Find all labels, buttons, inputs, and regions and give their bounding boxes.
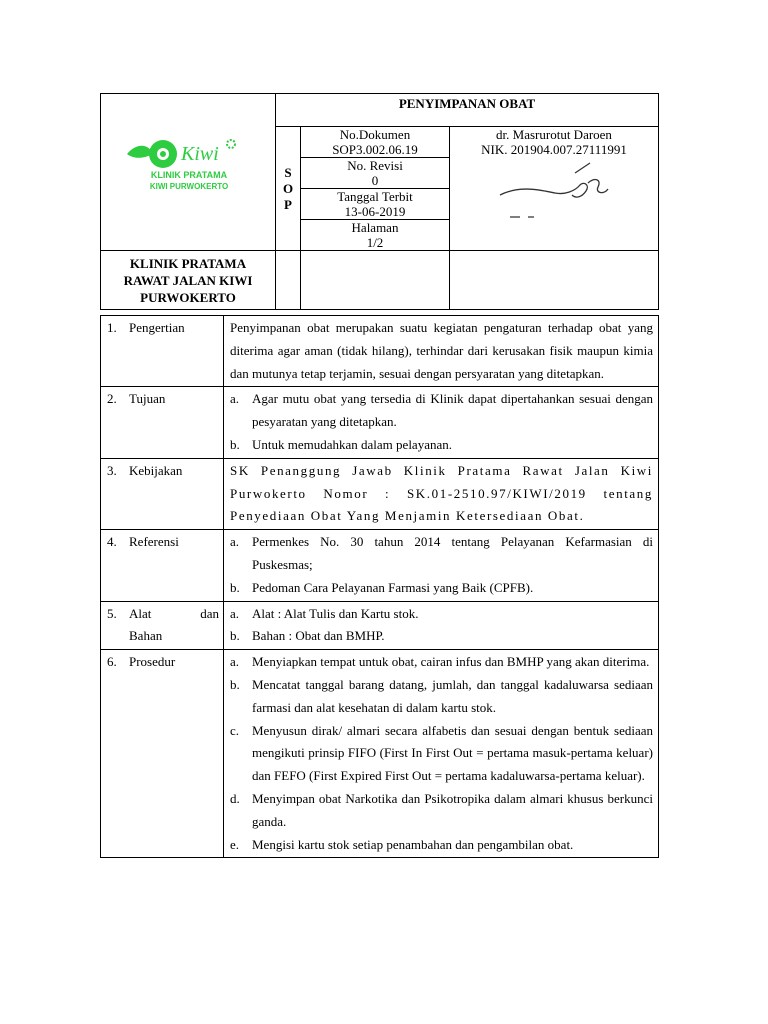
section-title: Pengertian — [129, 320, 185, 335]
empty-cell — [276, 251, 301, 310]
section-title: Bahan — [129, 628, 163, 644]
list-item — [230, 434, 653, 457]
empty-cell — [450, 251, 659, 310]
revision-value: 0 — [371, 173, 379, 188]
list-item — [230, 603, 653, 626]
signature-icon — [480, 155, 620, 225]
list-text: Agar mutu obat yang tersedia di Klinik dapat dipertahankan sesuai dengan pesyaratan yang ditetapkan. — [252, 391, 653, 430]
clinic-name-line: PURWOKERTO — [140, 290, 236, 305]
list-marker: b. — [230, 579, 240, 595]
list-marker: c. — [230, 722, 240, 738]
section-label — [101, 316, 224, 387]
clinic-name — [101, 251, 276, 310]
section-label — [101, 601, 224, 650]
issue-date-label: Tanggal Terbit — [337, 189, 413, 204]
list-text: Permenkes No. 30 tahun 2014 tentang Pelayanan Kefarmasian di Puskesmas; — [252, 534, 653, 572]
list-item — [230, 531, 653, 577]
page-label: Halaman — [351, 220, 399, 235]
list-item — [230, 625, 653, 648]
list-item — [230, 720, 653, 788]
section-title: Prosedur — [129, 654, 176, 670]
signer-nik: NIK. 201904.007.27111991 — [481, 142, 627, 157]
list-marker: e. — [230, 836, 240, 852]
list-text: Mencatat tanggal barang datang, jumlah, dan tanggal kadaluwarsa sediaan farmasi dan alat kesehatan di dalam kartu stok. — [252, 676, 653, 715]
sop-content-table — [100, 315, 659, 858]
list-marker: b. — [230, 628, 240, 644]
section-title: dan — [200, 605, 219, 621]
page-value: 1/2 — [366, 235, 384, 250]
sop-label — [276, 127, 301, 251]
list-text: Mengisi kartu stok setiap penambahan dan pengambilan obat. — [252, 836, 574, 852]
section-list — [224, 650, 659, 858]
svg-text:KIWI PURWOKERTO: KIWI PURWOKERTO — [149, 182, 229, 191]
section-number: 4. — [107, 534, 117, 550]
logo-cell — [101, 94, 276, 251]
list-marker: a. — [230, 654, 240, 670]
section-number: 6. — [107, 654, 117, 670]
kiwi-logo-icon — [123, 134, 255, 196]
section-label — [101, 650, 224, 858]
section-title: Tujuan — [129, 391, 166, 407]
table-row — [101, 458, 659, 529]
issue-date-value: 13-06-2019 — [344, 204, 406, 219]
table-row — [101, 387, 659, 458]
table-row — [101, 530, 659, 601]
section-list — [224, 601, 659, 650]
section-label — [101, 387, 224, 458]
section-number: 5. — [107, 605, 117, 621]
section-list — [224, 387, 659, 458]
section-number: 3. — [107, 462, 117, 478]
list-item — [230, 834, 653, 857]
doc-number-cell — [301, 127, 450, 158]
list-marker: b. — [230, 676, 240, 692]
table-row — [101, 316, 659, 387]
section-list — [224, 530, 659, 601]
list-item — [230, 674, 653, 720]
section-label — [101, 530, 224, 601]
revision-label: No. Revisi — [347, 158, 403, 173]
list-text: Menyimpan obat Narkotika dan Psikotropika dalam almari khusus berkunci ganda. — [252, 790, 653, 829]
doc-number-value: SOP3.002.06.19 — [332, 142, 418, 157]
svg-text:Kiwi: Kiwi — [181, 143, 219, 165]
list-text: Menyusun dirak/ almari secara alfabetis dan sesuai dengan bentuk sediaan mengikuti prinsip FIFO (First In First Out = pertama masuk-pertama keluar) dan FEFO (First Expired First Out = pertama kadaluwarsa-pertama keluar). — [252, 722, 653, 784]
list-marker: b. — [230, 436, 240, 452]
signature-cell — [450, 127, 659, 251]
list-item — [230, 651, 653, 674]
sop-letter: S — [284, 164, 292, 180]
list-text: Menyiapkan tempat untuk obat, cairan infus dan BMHP yang akan diterima. — [252, 654, 650, 670]
section-text: Penyimpanan obat merupakan suatu kegiatan pengaturan terhadap obat yang diterima agar aman (tidak hilang), terhindar dari kerusakan fisik maupun kimia dan mutunya tetap terjamin, sesuai dengan persyaratan yang ditetapkan. — [224, 316, 659, 387]
revision-cell — [301, 158, 450, 189]
list-text: Alat : Alat Tulis dan Kartu stok. — [252, 605, 419, 621]
list-marker: a. — [230, 605, 240, 621]
list-marker: d. — [230, 790, 240, 806]
empty-cell — [301, 251, 450, 310]
list-marker: a. — [230, 391, 240, 407]
list-item — [230, 788, 653, 834]
section-number: 1. — [107, 320, 117, 335]
list-text: Untuk memudahkan dalam pelayanan. — [252, 436, 452, 452]
table-row — [101, 601, 659, 650]
section-text: SK Penanggung Jawab Klinik Pratama Rawat Jalan Kiwi Purwokerto Nomor : SK.01-2510.97/KIWI/2019 tentang Penyediaan Obat Yang Menjamin Ketersediaan Obat. — [224, 458, 659, 529]
list-text: Bahan : Obat dan BMHP. — [252, 628, 385, 644]
sop-letter: P — [284, 196, 292, 212]
section-number: 2. — [107, 391, 117, 407]
section-title: Alat — [129, 605, 152, 621]
list-marker: a. — [230, 534, 240, 550]
list-text: Pedoman Cara Pelayanan Farmasi yang Baik (CPFB). — [252, 579, 534, 595]
issue-date-cell — [301, 189, 450, 220]
page-cell — [301, 220, 450, 251]
svg-text:KLINIK PRATAMA: KLINIK PRATAMA — [150, 170, 228, 180]
list-item — [230, 388, 653, 434]
header-table — [100, 93, 659, 310]
document-title: PENYIMPANAN OBAT — [276, 94, 659, 127]
doc-number-label: No.Dokumen — [339, 127, 411, 142]
clinic-name-line: RAWAT JALAN KIWI — [123, 273, 253, 288]
list-item — [230, 577, 653, 600]
clinic-name-line: KLINIK PRATAMA — [129, 256, 247, 271]
section-label — [101, 458, 224, 529]
table-row — [101, 650, 659, 858]
section-title: Kebijakan — [129, 462, 183, 478]
sop-letter: O — [282, 180, 294, 196]
signer-name: dr. Masrurotut Daroen — [496, 127, 612, 142]
section-title: Referensi — [129, 534, 179, 550]
